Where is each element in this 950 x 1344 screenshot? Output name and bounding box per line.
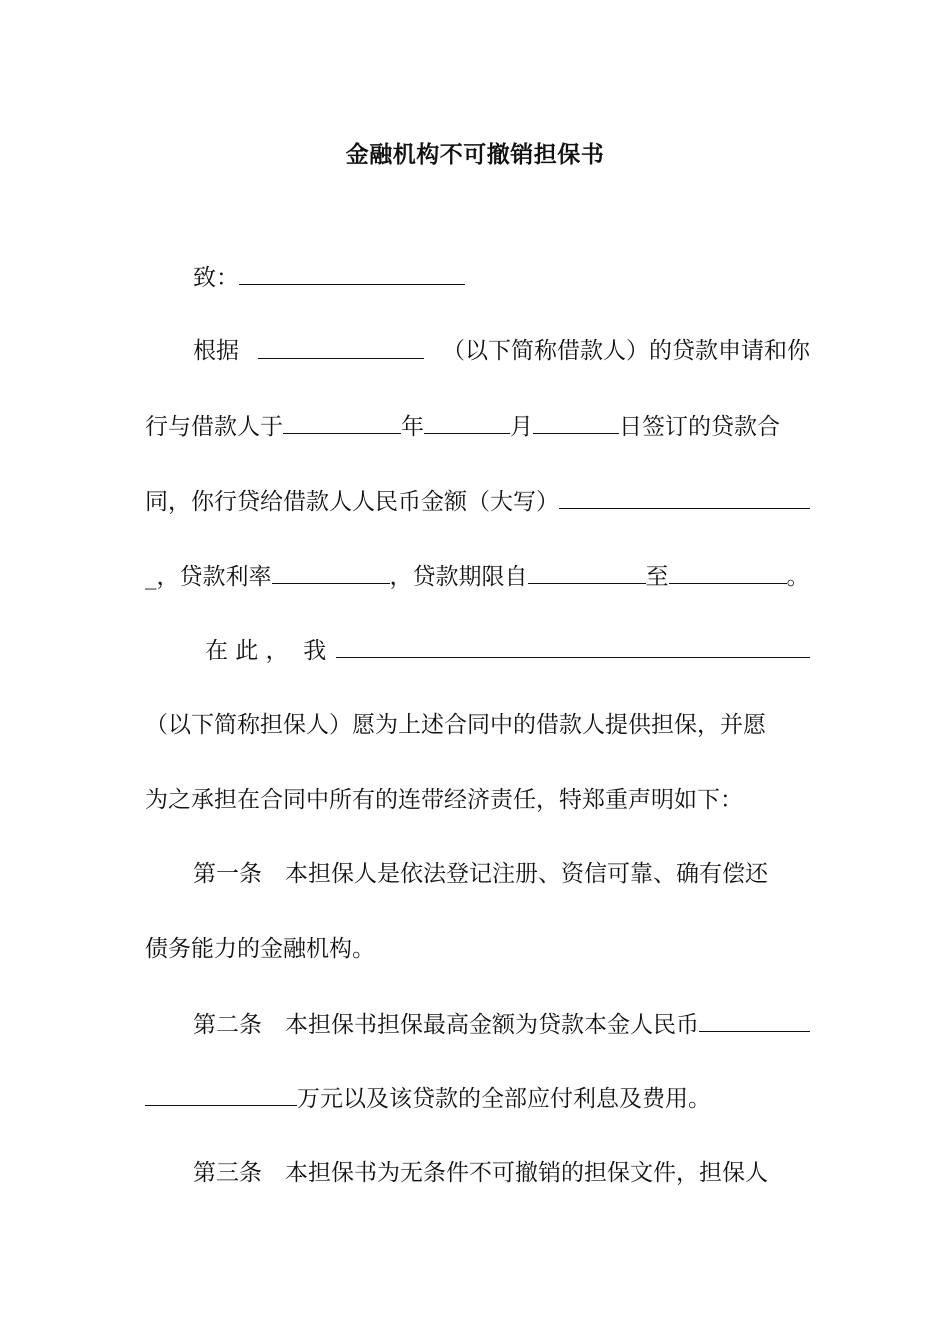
article-1-line-1: 第一条 本担保人是依法登记注册、资信可靠、确有偿还 xyxy=(193,861,768,887)
to-label: 至 xyxy=(645,564,669,590)
p1-text-d: 日签订的贷款合 xyxy=(619,414,780,440)
interest-rate-blank[interactable] xyxy=(272,559,390,584)
p2-line-1 xyxy=(205,633,810,668)
p1-line-2 xyxy=(145,409,810,444)
p1-line-1 xyxy=(193,334,810,368)
addressee-blank[interactable] xyxy=(239,260,465,285)
article-1-line-2: 债务能力的金融机构。 xyxy=(145,936,375,962)
article-2-line-2 xyxy=(145,1081,810,1116)
borrower-blank[interactable] xyxy=(258,334,424,359)
contract-day-blank[interactable] xyxy=(533,409,619,434)
p1-text-b: （以下简称借款人）的贷款申请和你 xyxy=(442,338,810,364)
term-start-blank[interactable] xyxy=(528,559,646,584)
guarantor-blank[interactable] xyxy=(336,633,810,658)
addressee-line xyxy=(193,260,810,295)
year-label: 年 xyxy=(401,414,424,440)
max-amount-blank[interactable] xyxy=(699,1007,810,1032)
term-end-blank[interactable] xyxy=(669,559,787,584)
period-mark: 。 xyxy=(786,564,810,590)
contract-month-blank[interactable] xyxy=(424,409,510,434)
term-label: ，贷款期限自 xyxy=(389,564,528,590)
p2-text-a: 在 此 ， 我 xyxy=(205,638,327,664)
p1-text-a: 根据 xyxy=(193,338,239,364)
addressee-label: 致： xyxy=(193,265,239,291)
article-2-line-1 xyxy=(193,1007,810,1042)
p1-line-3 xyxy=(145,484,810,519)
month-label: 月 xyxy=(510,414,533,440)
p1-line-4 xyxy=(145,559,810,594)
article-2-text-a: 第二条 本担保书担保最高金额为贷款本金人民币 xyxy=(193,1012,699,1038)
rate-label: ，贷款利率 xyxy=(156,564,272,590)
p1-text-c: 行与借款人于 xyxy=(145,414,283,440)
amount-blank-tail: _ xyxy=(145,564,157,590)
max-amount-blank-cont[interactable] xyxy=(145,1081,297,1106)
contract-year-blank[interactable] xyxy=(283,409,401,434)
article-3-line-1: 第三条 本担保书为无条件不可撤销的担保文件，担保人 xyxy=(193,1160,768,1186)
article-2-text-b: 万元以及该贷款的全部应付利息及费用。 xyxy=(297,1086,711,1112)
p1-text-e: 同，你行贷给借款人人民币金额（大写） xyxy=(145,489,559,515)
p2-line-3: 为之承担在合同中所有的连带经济责任，特郑重声明如下： xyxy=(145,787,743,813)
document-title: 金融机构不可撤销担保书 xyxy=(345,141,605,168)
amount-words-blank[interactable] xyxy=(559,484,810,509)
p2-line-2: （以下简称担保人）愿为上述合同中的借款人提供担保，并愿 xyxy=(145,712,766,738)
